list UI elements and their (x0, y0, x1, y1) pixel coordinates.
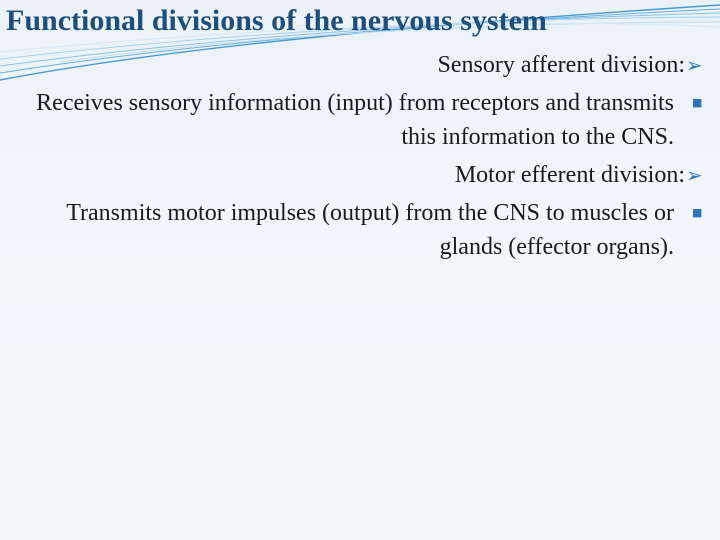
arrow-bullet-icon: ➢ (686, 163, 703, 187)
slide-title: Functional divisions of the nervous system (6, 4, 547, 37)
bullet-item-motor (6, 158, 706, 192)
square-bullet-icon: ■ (692, 96, 703, 109)
arrow-bullet-icon: ➢ (686, 53, 703, 77)
bullet-text: Sensory afferent division: (437, 52, 685, 78)
sub-bullet-item-motor-desc (6, 196, 706, 264)
square-bullet-icon: ■ (692, 206, 703, 219)
sub-bullet-item-sensory-desc (6, 86, 706, 154)
slide-content (6, 48, 706, 268)
bullet-text: Transmits motor impulses (output) from the CNS to muscles or glands (effector organs). (66, 200, 674, 260)
bullet-text: Motor efferent division: (454, 162, 685, 188)
bullet-item-sensory (6, 48, 706, 82)
bullet-text: Receives sensory information (input) from receptors and transmits this information to the CNS. (36, 90, 674, 150)
